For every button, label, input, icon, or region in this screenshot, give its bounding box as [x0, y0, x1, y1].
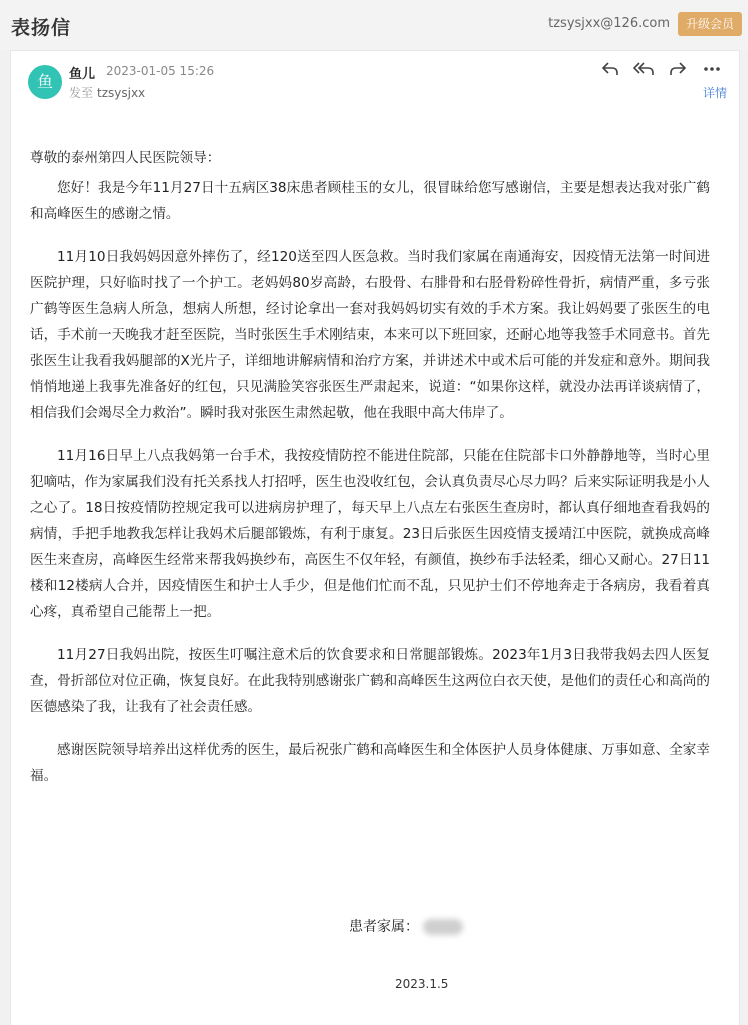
- reply-icon[interactable]: [597, 59, 623, 79]
- letter-body: [30, 145, 710, 806]
- page-title: 表扬信: [11, 17, 72, 39]
- reply-all-icon[interactable]: [631, 59, 657, 79]
- blurred-name: [423, 919, 463, 935]
- upgrade-button[interactable]: 升级会员: [678, 12, 742, 36]
- avatar[interactable]: 鱼: [28, 65, 62, 99]
- sent-time: 2023-01-05 15:26: [106, 64, 215, 78]
- letter-paragraph: 11月27日我妈出院，按医生叮嘱注意术后的饮食要求和日常腿部锻炼。2023年1月3日我带我妈去四人医复查，骨折部位对位正确，恢复良好。在此我特别感谢张广鹤和高峰医生这两位白衣天使，是他们的责任心和高尚的医德感染了我，让我有了社会责任感。: [30, 647, 710, 715]
- signature: [349, 916, 463, 936]
- top-bar: [0, 0, 748, 50]
- details-link[interactable]: 详情: [702, 86, 727, 100]
- to-label: 发至: [69, 86, 94, 100]
- letter-date: 2023.1.5: [395, 977, 449, 991]
- more-icon[interactable]: [699, 59, 725, 79]
- letter-paragraph: 11月10日我妈妈因意外摔伤了，经120送至四人医急救。当时我们家属在南通海安，因疫情无法第一时间进医院护理，只好临时找了一个护工。老妈妈80岁高龄，右股骨、右腓骨和右胫骨粉碎性骨折，病情严重，多亏张广鹤等医生急病人所急，想病人所想，经讨论拿出一套对我妈妈切实有效的手术方案。我让妈妈要了张医生的电话，手术前一天晚我才赶至医院，当时张医生手术刚结束，本来可以下班回家，还耐心地等我签手术同意书。首先张医生让我看我妈腿部的X光片子，详细地讲解病情和治疗方案，并讲述术中或术后可能的并发症和意外。期间我悄悄地递上我事先准备好的红包，只见满脸笑容张医生严肃起来，说道：“如果你这样，就没办法再详谈病情了，相信我们会竭尽全力救治”。瞬时我对张医生肃然起敬，他在我眼中高大伟岸了。: [30, 249, 710, 421]
- signature-label: 患者家属：: [349, 919, 419, 935]
- recipient-row: [69, 84, 145, 101]
- message-actions: [597, 59, 725, 79]
- recipient[interactable]: tzsysjxx: [97, 86, 146, 100]
- letter-greeting: 尊敬的泰州第四人民医院领导：: [30, 150, 221, 166]
- email-card: [10, 50, 740, 1025]
- account-email[interactable]: tzsysjxx@126.com: [548, 16, 670, 31]
- letter-paragraph: 感谢医院领导培养出这样优秀的医生，最后祝张广鹤和高峰医生和全体医护人员身体健康、万事如意、全家幸福。: [30, 742, 710, 784]
- letter-paragraph: 11月16日早上八点我妈第一台手术，我按疫情防控不能进住院部，只能在住院部卡口外静静地等，当时心里犯嘀咕，作为家属我们没有托关系找人打招呼，医生也没收红包，会认真负责尽心尽力吗？后来实际证明我是小人之心了。18日按疫情防控规定我可以进病房护理了，每天早上八点左右张医生查房时，都认真仔细地查看我妈的病情，手把手地教我怎样让我妈术后腿部锻炼，有利于康复。23日后张医生因疫情支援靖江中医院，就换成高峰医生来查房，高峰医生经常来帮我妈换纱布，高医生不仅年轻，有颜值，换纱布手法轻柔，细心又耐心。27日11楼和12楼病人合并，因疫情医生和护士人手少，但是他们忙而不乱，只见护士们不停地奔走于各病房，我看着真心疼，真希望自己能帮上一把。: [30, 448, 710, 620]
- letter-paragraph: 您好！我是今年11月27日十五病区38床患者顾桂玉的女儿，很冒昧给您写感谢信，主要是想表达我对张广鹤和高峰医生的感谢之情。: [30, 180, 710, 222]
- forward-icon[interactable]: [665, 59, 691, 79]
- sender-name[interactable]: 鱼儿: [69, 67, 96, 82]
